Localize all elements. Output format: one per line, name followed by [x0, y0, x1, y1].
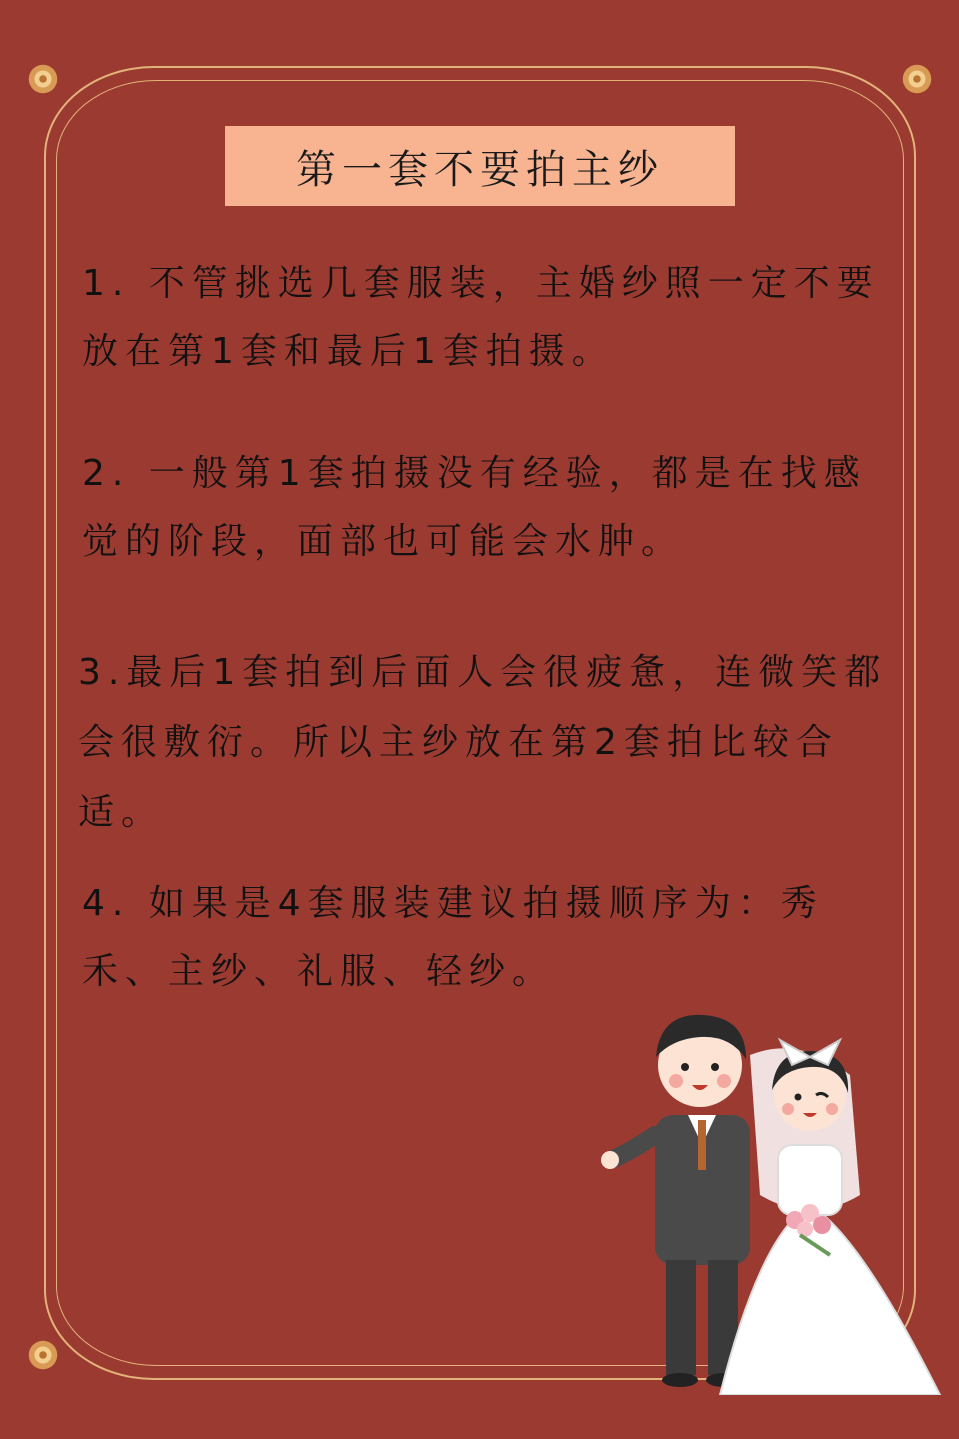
bride-figure: [720, 1040, 940, 1395]
corner-ornament-icon: [24, 60, 62, 98]
groom-figure: [601, 1015, 750, 1387]
tip-paragraph-3: 3.最后1套拍到后面人会很疲惫，连微笑都会很敷衍。所以主纱放在第2套拍比较合适。: [78, 652, 888, 833]
tip-paragraph-1: 1. 不管挑选几套服装，主婚纱照一定不要放在第1套和最后1套拍摄。: [82, 263, 880, 372]
tip-paragraph-4: 4. 如果是4套服装建议拍摄顺序为：秀禾、主纱、礼服、轻纱。: [82, 883, 824, 992]
tip-paragraph-2: 2. 一般第1套拍摄没有经验，都是在找感觉的阶段，面部也可能会水肿。: [82, 453, 867, 562]
page-title: 第一套不要拍主纱: [225, 126, 735, 206]
corner-ornament-icon: [898, 60, 936, 98]
wedding-couple-illustration: [600, 995, 950, 1395]
corner-ornament-icon: [24, 1336, 62, 1374]
